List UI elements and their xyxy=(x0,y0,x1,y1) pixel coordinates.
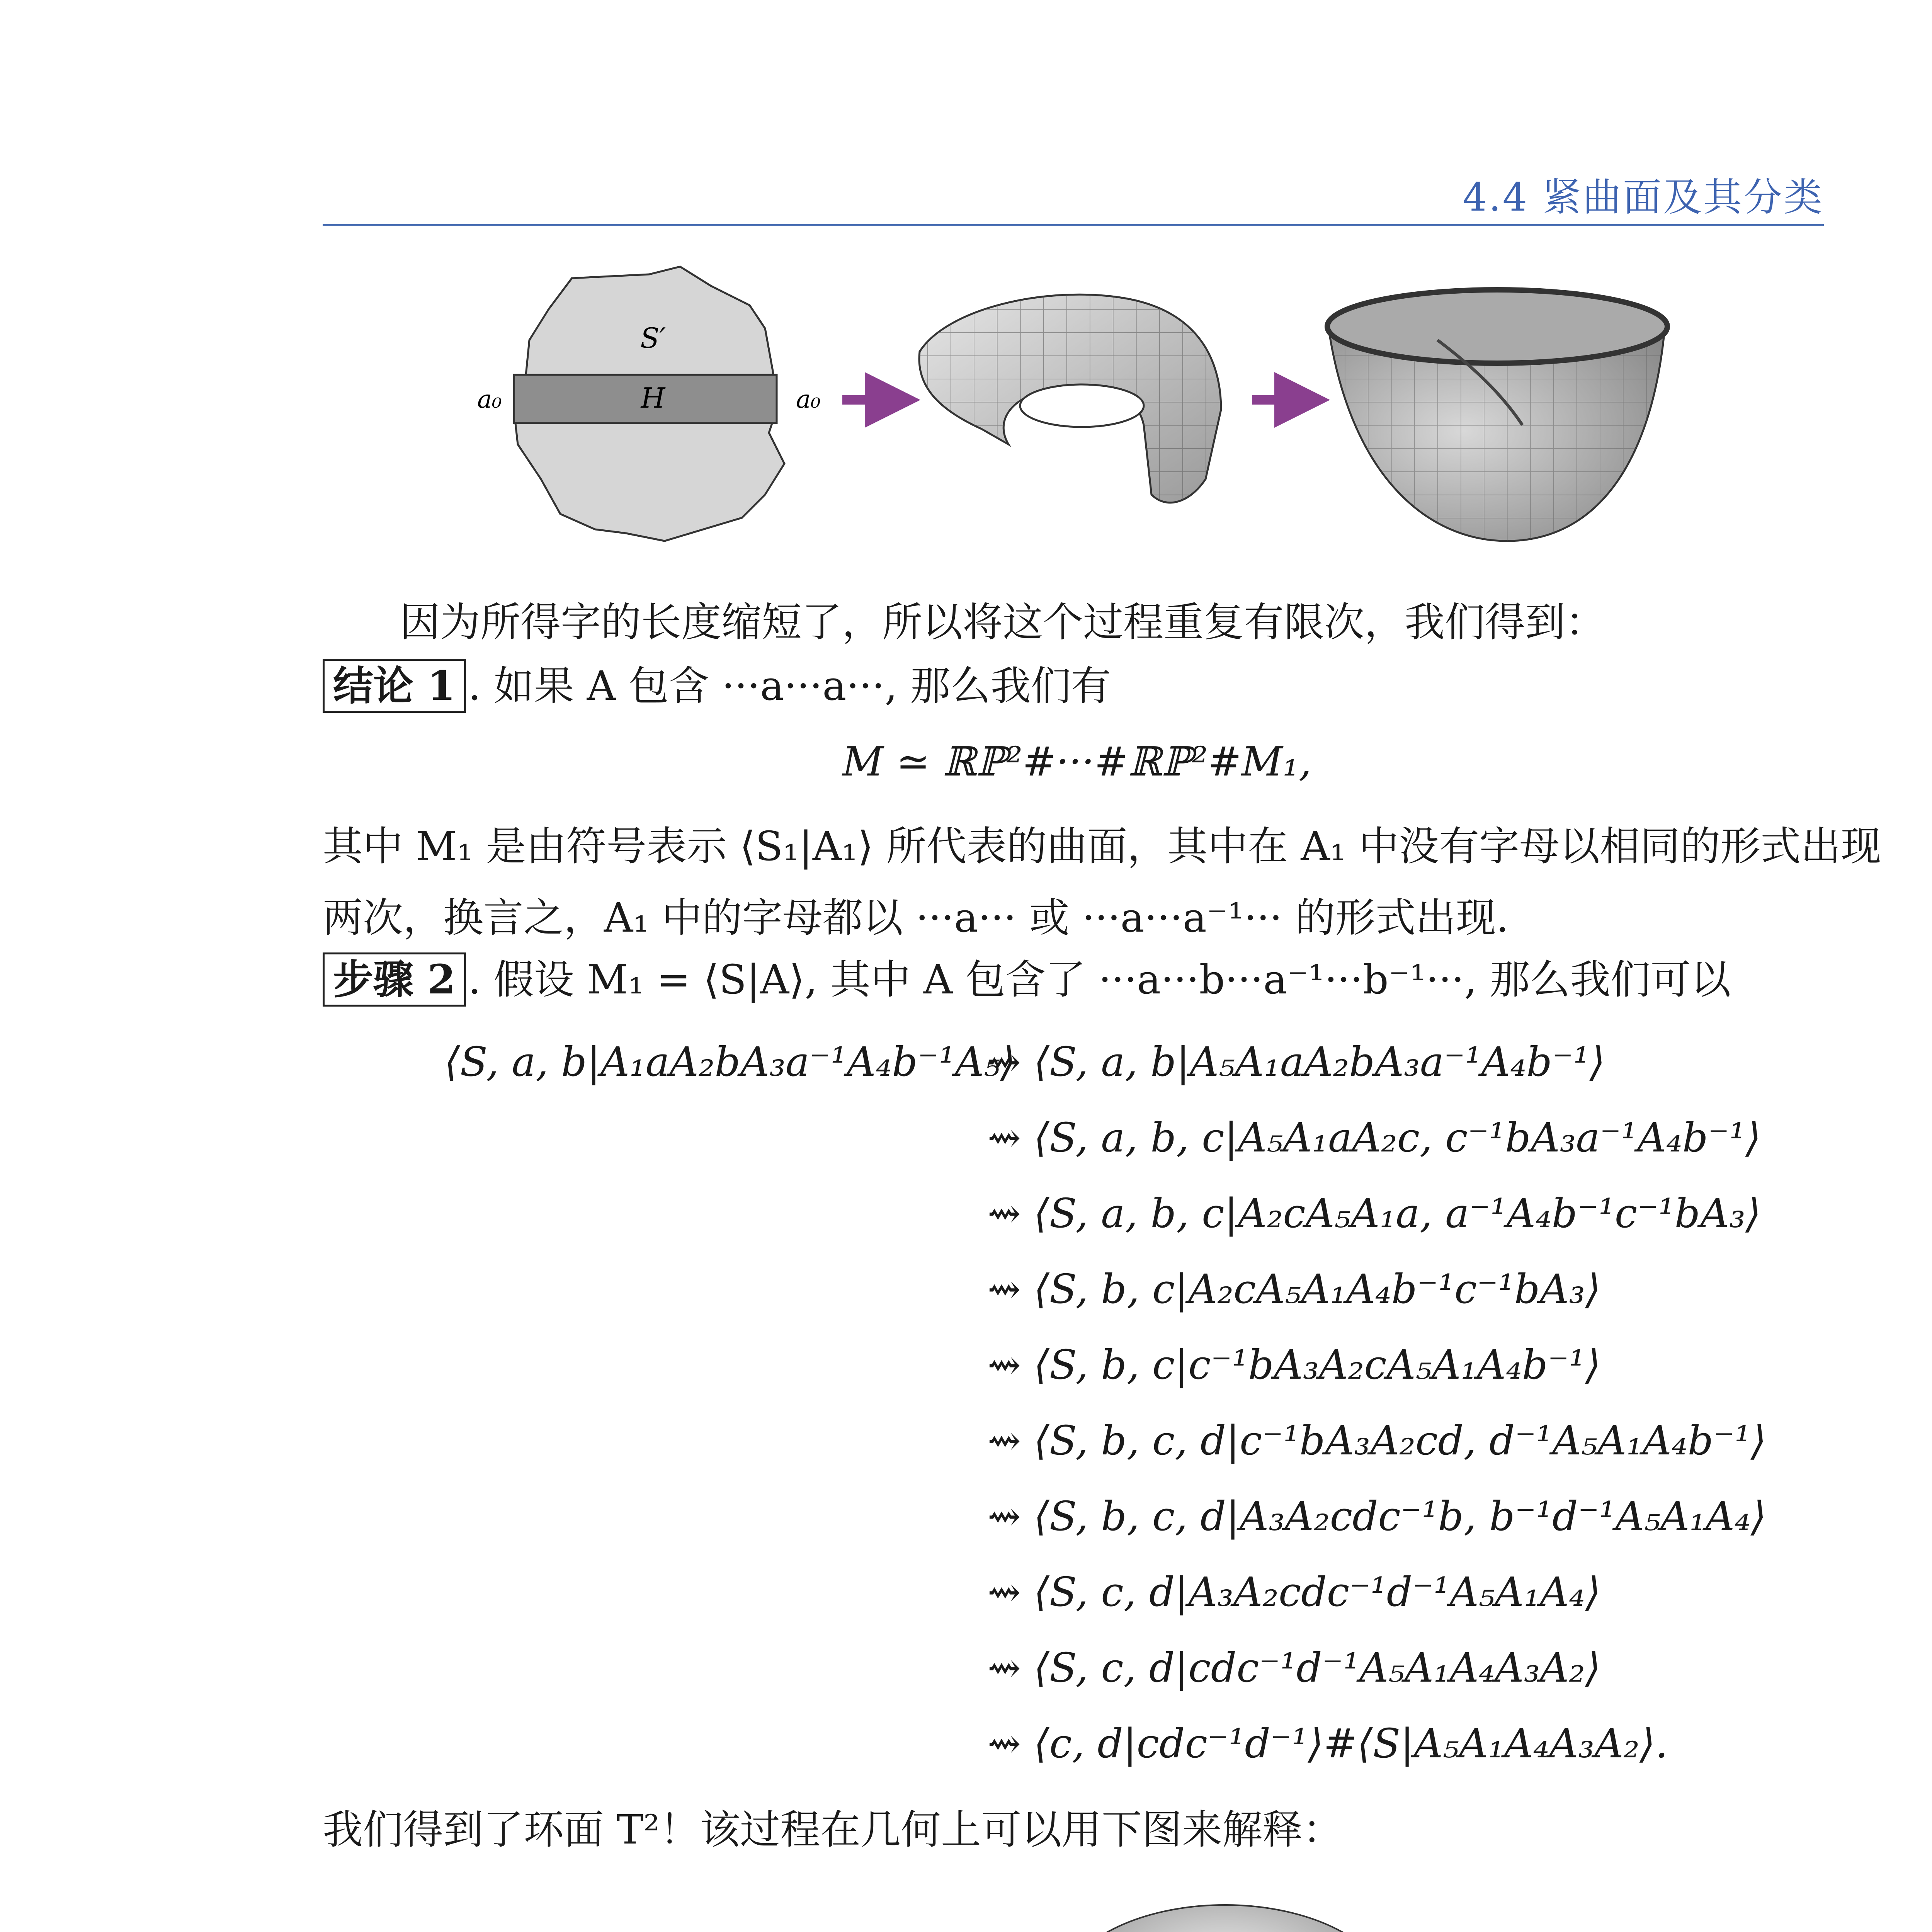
derivation-step: ⇝ ⟨S, a, b, c|A₂cA₅A₁a, a⁻¹A₄b⁻¹c⁻¹bA₃⟩ xyxy=(987,1190,1761,1237)
derivation-step: ⇝ ⟨S, c, d|A₃A₂cdc⁻¹d⁻¹A₅A₁A₄⟩ xyxy=(987,1568,1601,1616)
derivation-step: ⇝ ⟨S, b, c|A₂cA₅A₁A₄b⁻¹c⁻¹bA₃⟩ xyxy=(987,1265,1601,1313)
step-2-text: . 假设 M₁ = ⟨S|A⟩, 其中 A 包含了 ···a···b···a⁻¹···b⁻¹···, 那么我们可以 xyxy=(468,956,1731,1003)
conclusion-1 xyxy=(323,657,1111,715)
page-header xyxy=(323,166,1824,226)
derivation-step: ⇝ ⟨S, a, b|A₅A₁aA₂bA₃a⁻¹A₄b⁻¹⟩ xyxy=(987,1038,1605,1085)
step-2 xyxy=(323,951,1731,1009)
equation-1: M ≃ ℝℙ²#···#ℝℙ²#M₁, xyxy=(842,738,1312,785)
label-s-prime: S′ xyxy=(640,322,666,354)
label-a0-right: a₀ xyxy=(796,385,821,414)
paragraph: 因为所得字的长度缩短了，所以将这个过程重复有限次，我们得到： xyxy=(400,599,1606,646)
derivation-lhs: ⟨S, a, b|A₁aA₂bA₃a⁻¹A₄b⁻¹A₅⟩ xyxy=(444,1038,1016,1085)
derivation-step: ⇝ ⟨c, d|cdc⁻¹d⁻¹⟩#⟨S|A₅A₁A₄A₃A₂⟩. xyxy=(987,1720,1668,1767)
derivation-step: ⇝ ⟨S, b, c, d|A₃A₂cdc⁻¹b, b⁻¹d⁻¹A₅A₁A₄⟩ xyxy=(987,1493,1767,1540)
label-h: H xyxy=(641,382,665,414)
paragraph: 我们得到了环面 T²！该过程在几何上可以用下图来解释： xyxy=(323,1806,1343,1853)
derivation-steps xyxy=(987,1024,1766,1781)
paragraph: 其中 M₁ 是由符号表示 ⟨S₁|A₁⟩ 所代表的曲面，其中在 A₁ 中没有字母以相同的形式出现 xyxy=(323,823,1881,870)
derivation-step: ⇝ ⟨S, a, b, c|A₅A₁aA₂c, c⁻¹bA₃a⁻¹A₄b⁻¹⟩ xyxy=(987,1114,1761,1161)
derivation-step: ⇝ ⟨S, b, c, d|c⁻¹bA₃A₂cd, d⁻¹A₅A₁A₄b⁻¹⟩ xyxy=(987,1417,1767,1464)
cross-cap-icon xyxy=(1327,290,1667,541)
label-a0-left: a₀ xyxy=(477,385,502,414)
step-2-label: 步骤 2 xyxy=(323,952,466,1007)
conclusion-1-text: . 如果 A 包含 ···a···a···, 那么我们有 xyxy=(468,662,1111,709)
derivation-step: ⇝ ⟨S, b, c|c⁻¹bA₃A₂cA₅A₁A₄b⁻¹⟩ xyxy=(987,1341,1601,1388)
polygon-with-band xyxy=(477,267,821,541)
figure-mobius-construction xyxy=(464,263,1700,556)
figure-torus-construction xyxy=(753,1893,1449,1932)
torus-icon xyxy=(1059,1905,1391,1932)
derivation-step: ⇝ ⟨S, c, d|cdc⁻¹d⁻¹A₅A₁A₄A₃A₂⟩ xyxy=(987,1644,1601,1691)
paragraph: 两次，换言之，A₁ 中的字母都以 ···a··· 或 ···a···a⁻¹··· 的形式出现. xyxy=(323,894,1509,941)
mobius-strip-icon xyxy=(919,294,1221,503)
section-title: 4.4 紧曲面及其分类 xyxy=(1463,175,1824,220)
conclusion-1-label: 结论 1 xyxy=(323,659,466,713)
